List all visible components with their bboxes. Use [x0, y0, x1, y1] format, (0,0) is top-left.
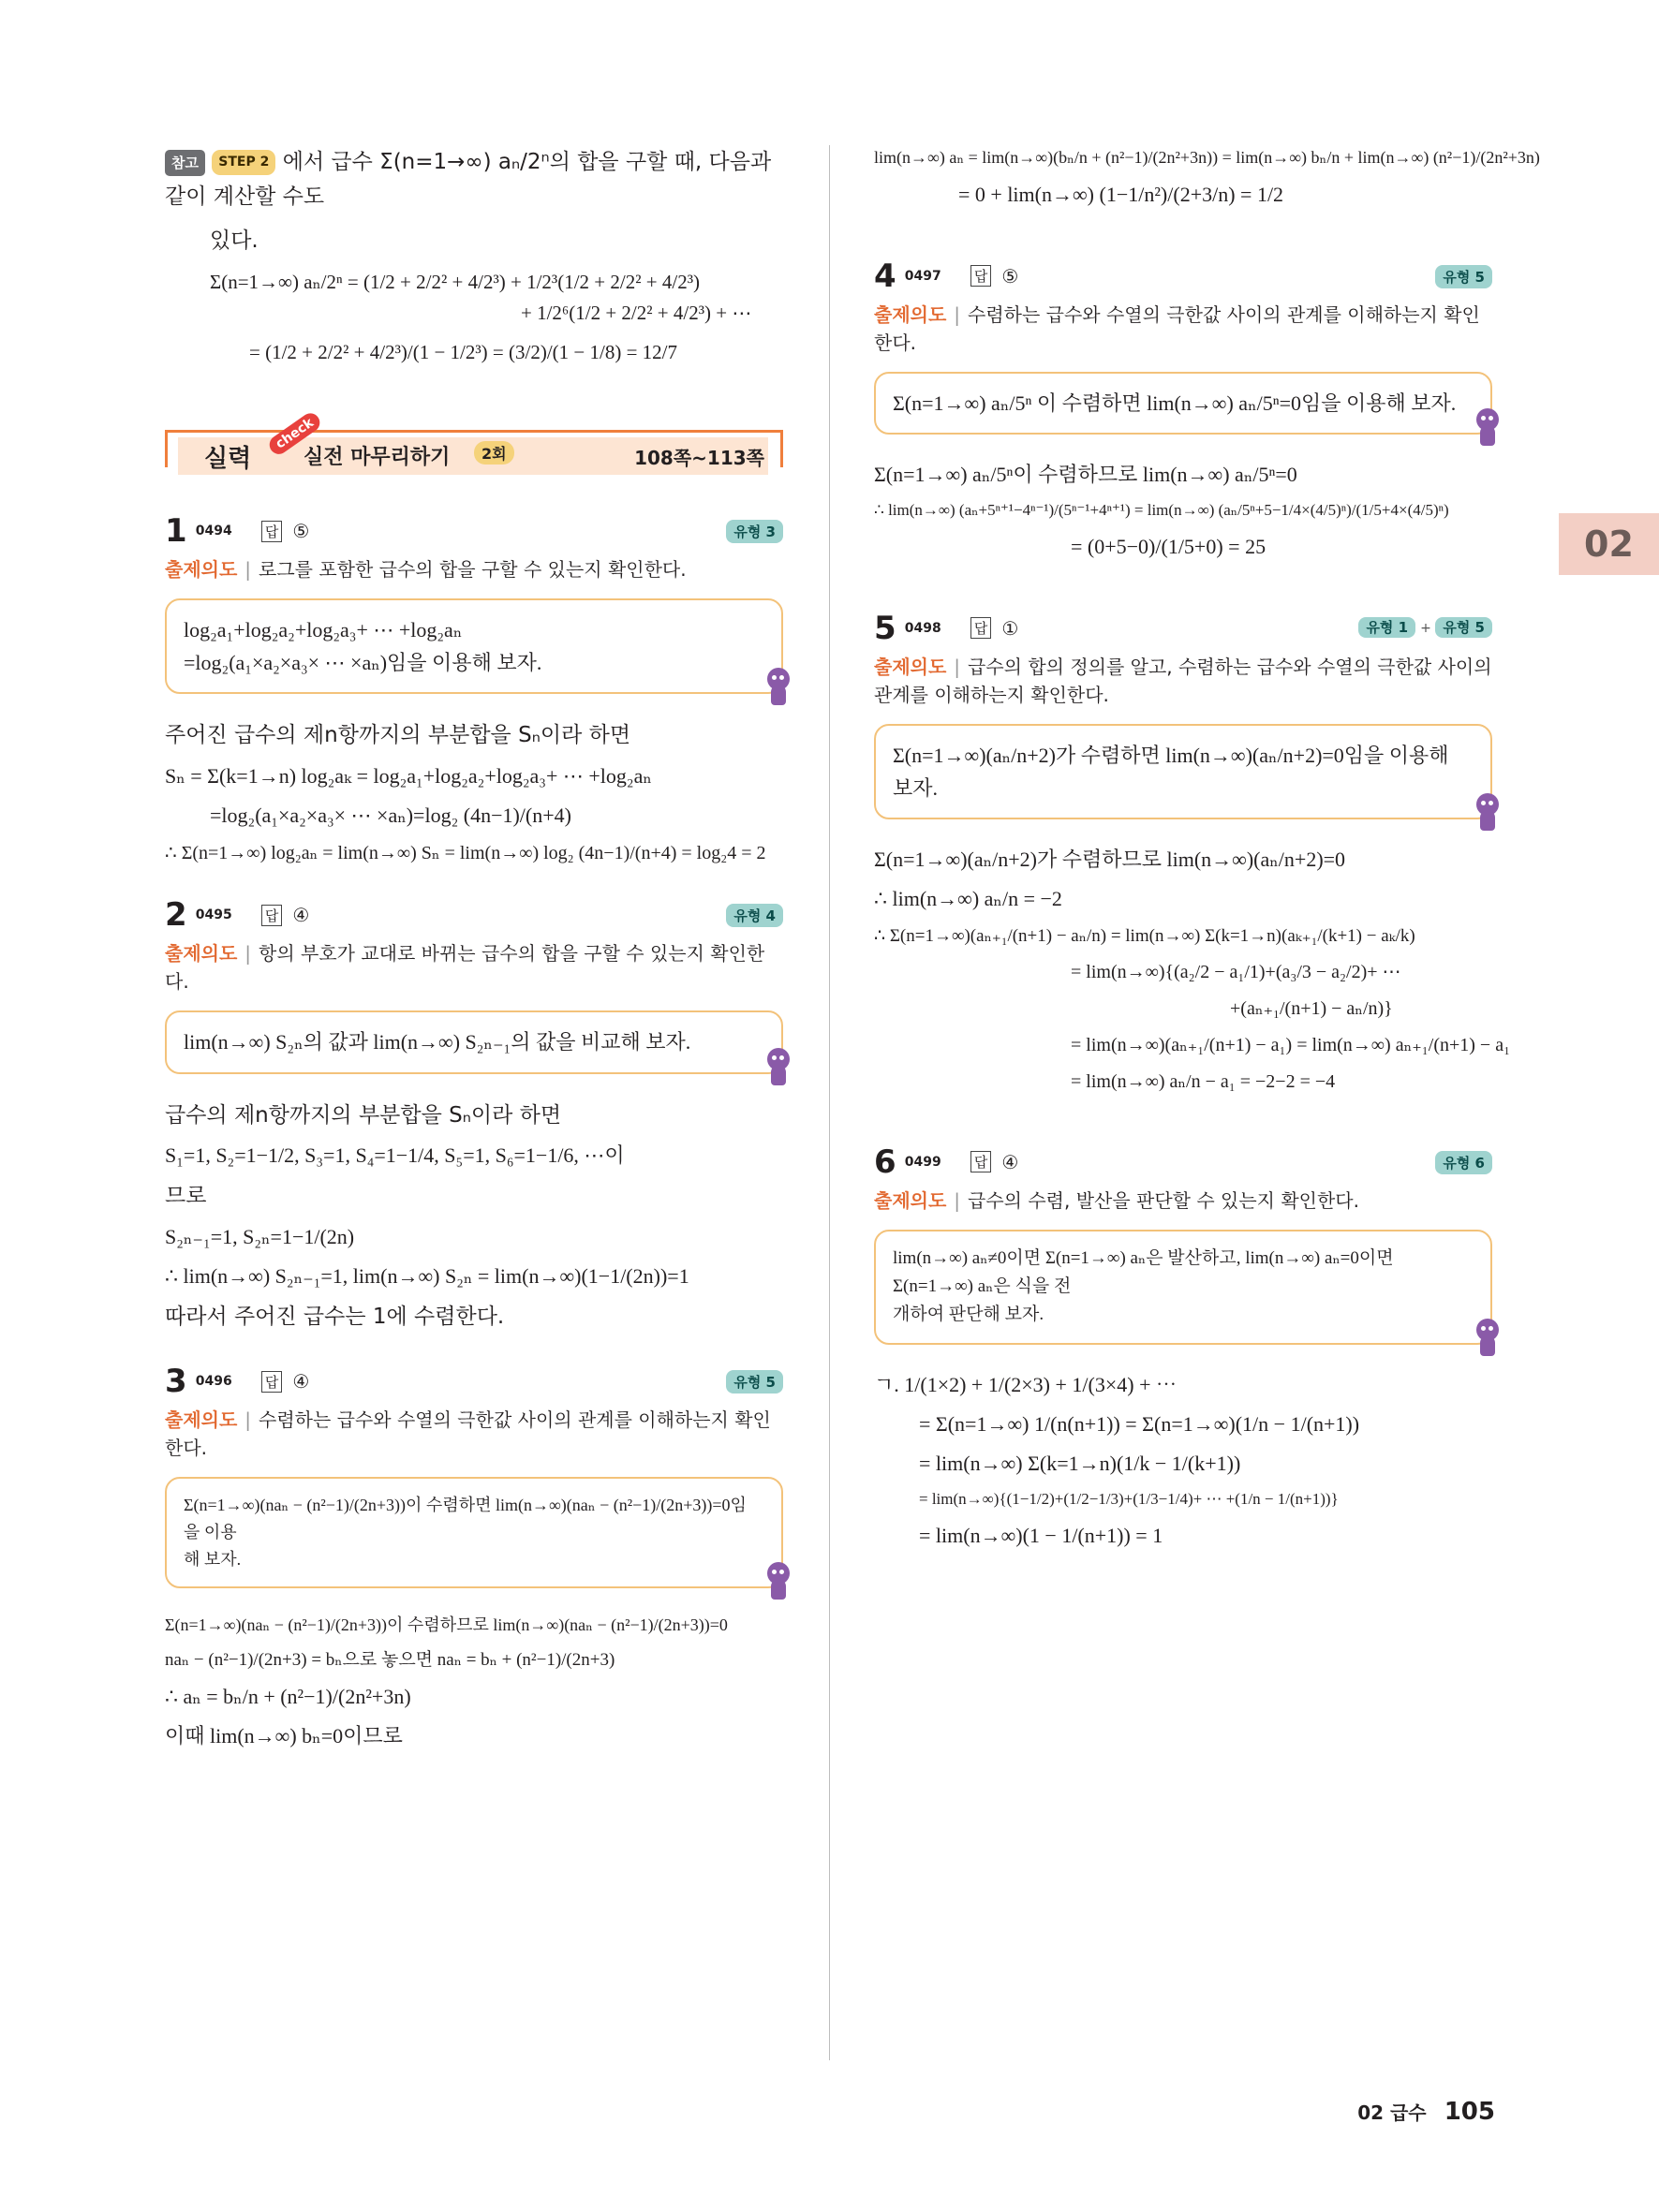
hint-line: Σ(n=1→∞)(aₙ/n+2)가 수렴하면 lim(n→∞)(aₙ/n+2)=0임을 이용해 보자.: [893, 743, 1449, 800]
answer-label: 답: [970, 617, 992, 639]
type-badge: 유형 3: [726, 520, 783, 543]
answer-value: ④: [292, 1370, 310, 1394]
hint-line: =log₂(a₁×a₂×a₃× ⋯ ×aₙ)임을 이용해 보자.: [184, 651, 542, 675]
step-tag: STEP 2: [212, 150, 275, 174]
intent-line: 출제의도 | 항의 부호가 교대로 바뀌는 급수의 합을 구할 수 있는지 확인한다.: [165, 942, 765, 994]
answer-label: 답: [970, 1151, 992, 1172]
solution-line: ㄱ. 1/(1×2) + 1/(2×3) + 1/(3×4) + ⋯: [874, 1372, 1177, 1396]
answer-value: ④: [1001, 1150, 1019, 1173]
solution-line: ∴ lim(n→∞) S₂ₙ₋₁=1, lim(n→∞) S₂ₙ = lim(n→∞)(1−1/(2n))=1: [165, 1264, 689, 1289]
note-block: [165, 145, 783, 214]
problem-1: [165, 512, 783, 868]
solution-line: S₂ₙ₋₁=1, S₂ₙ=1−1/(2n): [165, 1225, 355, 1249]
solution-line: naₙ − (n²−1)/(2n+3) = bₙ으로 놓으면 naₙ = bₙ + (n²−1)/(2n+3): [165, 1649, 615, 1670]
solution-line: Sₙ = Σ(k=1→n) log₂aₖ = log₂a₁+log₂a₂+log₂a₃+ ⋯ +log₂aₙ: [165, 764, 652, 789]
solution-line: ∴ Σ(n=1→∞) log₂aₙ = lim(n→∞) Sₙ = lim(n→∞) log₂ (4n−1)/(n+4) = log₂4 = 2: [165, 843, 766, 864]
chapter-label: 02 급수: [1357, 2101, 1427, 2124]
hint-line: log₂a₁+log₂a₂+log₂a₃+ ⋯ +log₂aₙ: [184, 618, 463, 642]
page-number: 105: [1444, 2098, 1495, 2126]
solution-line: 급수의 제n항까지의 부분합을 Sₙ이라 하면: [165, 1102, 562, 1128]
hint-line: lim(n→∞) S₂ₙ의 값과 lim(n→∞) S₂ₙ₋₁의 값을 비교해 보자.: [184, 1030, 691, 1054]
check-badge: check: [266, 409, 324, 458]
solution-line: = (0+5−0)/(1/5+0) = 25: [1071, 534, 1266, 558]
hint-box: [874, 724, 1492, 819]
solution-line: Σ(n=1→∞) aₙ/5ⁿ이 수렴하므로 lim(n→∞) aₙ/5ⁿ=0: [874, 463, 1297, 487]
note-equation-2: + 1/2⁶(1/2 + 2/2² + 4/2³) + ⋯: [521, 301, 752, 324]
banner-title: 실력: [204, 445, 252, 474]
note-line-1: 에서 급수 Σ(n=1→∞) aₙ/2ⁿ의 합을 구할 때, 다음과 같이 계산할 수도: [165, 150, 772, 209]
solution-line: = Σ(n=1→∞) 1/(n(n+1)) = Σ(n=1→∞)(1/n − 1/(n+1)): [919, 1411, 1360, 1436]
problem-number: 2: [165, 896, 187, 935]
hint-line: Σ(n=1→∞) aₙ/5ⁿ 이 수렴하면 lim(n→∞) aₙ/5ⁿ=0임을 이용해 보자.: [893, 391, 1457, 415]
answer-value: ④: [292, 904, 310, 927]
problem-number: 3: [165, 1363, 187, 1401]
problem-number: 5: [874, 609, 896, 647]
answer-value: ⑤: [292, 520, 310, 543]
hint-box: [874, 1230, 1492, 1345]
hint-line: 개하여 판단해 보자.: [893, 1305, 1044, 1325]
problem-number: 4: [874, 257, 896, 295]
section-banner: [165, 415, 783, 484]
problem-5: 5 0498 답 ① 유형 1 + 유형 5 출제의도 | 급수의 합의 정의를 알고, 수렴하는 급수와 수열의 극한값 사이의 관계를 이해하는지 확인한다. Σ(n=1→∞)(aₙ/n+2)가 수렴하면 lim(n→∞)(aₙ/n+2)=0임을 이용해 보자. Σ(n=1→∞)(aₙ/n+2)가 수렴하므로 lim(n→∞)(aₙ/n+2)=0 ∴ lim(n→∞) aₙ/n = −2 ∴ Σ(n=1→∞)(aₙ₊₁/(n+1) − aₙ/n) = lim(n→∞) Σ(k=1→n)(aₖ₊₁/(k+1) − aₖ/k) = lim(n→∞){(a₂/2 − a₁/1)+(a₃/3 − a₂/2)+ ⋯ +(aₙ₊₁/(n+1) − aₙ/n)} = lim(n→∞)(aₙ₊₁/(n+1) − a₁) = lim(n→∞) aₙ₊₁/(n+1) − a₁ = lim(n→∞) aₙ/n − a₁ = −2−2 = −4: [874, 610, 1492, 1097]
answer-label: 답: [261, 1371, 283, 1393]
mascot-icon: [1472, 1319, 1503, 1360]
type-badge: 유형 6: [1435, 1151, 1492, 1174]
mascot-icon: [763, 668, 794, 709]
answer-value: ⑤: [1001, 264, 1019, 288]
intent-line: 출제의도 | 수렴하는 급수와 수열의 극한값 사이의 관계를 이해하는지 확인한다.: [874, 302, 1480, 354]
problem-code: 0495: [195, 907, 232, 923]
solution-line: = 0 + lim(n→∞) (1−1/n²)/(2+3/n) = 1/2: [958, 182, 1284, 206]
note-tag: 참고: [165, 150, 205, 176]
answer-label: 답: [261, 905, 283, 926]
solution-line: ∴ lim(n→∞) (aₙ+5ⁿ⁺¹−4ⁿ⁻¹)/(5ⁿ⁻¹+4ⁿ⁺¹) = lim(n→∞) (aₙ/5ⁿ+5−1/4×(4/5)ⁿ)/(1/5+4×(4/5)ⁿ): [874, 501, 1449, 520]
solution-line: Σ(n=1→∞)(naₙ − (n²−1)/(2n+3))이 수렴하므로 lim(n→∞)(naₙ − (n²−1)/(2n+3))=0: [165, 1615, 728, 1634]
solution-line: = lim(n→∞){(a₂/2 − a₁/1)+(a₃/3 − a₂/2)+ ⋯: [1071, 961, 1401, 982]
type-badge: 유형 1: [1358, 617, 1415, 638]
problem-code: 0498: [904, 620, 941, 636]
solution-line: = lim(n→∞)(aₙ₊₁/(n+1) − a₁) = lim(n→∞) aₙ₊₁/(n+1) − a₁: [1071, 1034, 1511, 1055]
page-footer: [1357, 2098, 1495, 2126]
type-badge: 유형 5: [1435, 265, 1492, 288]
solution-line: ∴ lim(n→∞) aₙ/n = −2: [874, 887, 1062, 911]
right-column: [874, 145, 1540, 1559]
problem-code: 0494: [195, 524, 232, 539]
problem-code: 0497: [904, 268, 941, 284]
type-badge: 유형 4: [726, 904, 783, 927]
problem-code: 0496: [195, 1374, 232, 1390]
solution-line: +(aₙ₊₁/(n+1) − aₙ/n)}: [1230, 997, 1393, 1019]
left-column: [165, 145, 783, 1760]
solution-line: 따라서 주어진 급수는 1에 수렴한다.: [165, 1305, 505, 1330]
solution-line: S₁=1, S₂=1−1/2, S₃=1, S₄=1−1/4, S₅=1, S₆=1−1/6, ⋯이: [165, 1143, 625, 1168]
intent-line: 출제의도 | 로그를 포함한 급수의 합을 구할 수 있는지 확인한다.: [165, 558, 687, 582]
problem-4: [874, 258, 1492, 563]
banner-subtitle: 실전 마무리하기: [304, 446, 451, 470]
answer-value: ①: [1001, 616, 1019, 640]
chapter-side-tab: 02: [1559, 513, 1659, 575]
answer-label: 답: [261, 521, 283, 542]
mascot-icon: [1472, 408, 1503, 450]
solution-line: = lim(n→∞) Σ(k=1→n)(1/k − 1/(k+1)): [919, 1452, 1241, 1476]
problem-number: 1: [165, 512, 187, 551]
solution-line: ∴ aₙ = bₙ/n + (n²−1)/(2n²+3n): [165, 1684, 411, 1708]
problem-2: [165, 896, 783, 1335]
intent-line: 출제의도 | 수렴하는 급수와 수열의 극한값 사이의 관계를 이해하는지 확인한다.: [165, 1408, 771, 1460]
solution-line: lim(n→∞) aₙ = lim(n→∞)(bₙ/n + (n²−1)/(2n²+3n)) = lim(n→∞) bₙ/n + lim(n→∞) (n²−1)/(2n²+3n): [874, 148, 1540, 167]
mascot-icon: [1472, 793, 1503, 834]
page-range: 108쪽~113쪽: [634, 447, 764, 470]
intent-line: 출제의도 | 급수의 수렴, 발산을 판단할 수 있는지 확인한다.: [874, 1188, 1359, 1212]
solution-line: = lim(n→∞){(1−1/2)+(1/2−1/3)+(1/3−1/4)+ ⋯ +(1/n − 1/(n+1))}: [919, 1490, 1339, 1509]
answer-label: 답: [970, 265, 992, 287]
type-badge: 유형 5: [1435, 617, 1492, 638]
note-line-2: 있다.: [210, 228, 259, 253]
hint-box: [874, 372, 1492, 435]
solution-line: ∴ Σ(n=1→∞)(aₙ₊₁/(n+1) − aₙ/n) = lim(n→∞) Σ(k=1→n)(aₖ₊₁/(k+1) − aₖ/k): [874, 926, 1415, 947]
solution-line: 주어진 급수의 제n항까지의 부분합을 Sₙ이라 하면: [165, 723, 631, 748]
problem-number: 6: [874, 1143, 896, 1181]
column-divider: [829, 145, 830, 2060]
hint-box: [165, 1477, 783, 1587]
problem-3: [165, 1363, 783, 1752]
mascot-icon: [763, 1048, 794, 1089]
solution-line: =log₂(a₁×a₂×a₃× ⋯ ×aₙ)=log₂ (4n−1)/(n+4): [210, 804, 571, 828]
problem-code: 0499: [904, 1154, 941, 1170]
mascot-icon: [763, 1562, 794, 1603]
intent-line: 출제의도 | 급수의 합의 정의를 알고, 수렴하는 급수와 수열의 극한값 사이의 관계를 이해하는지 확인한다.: [874, 655, 1492, 706]
hint-line: lim(n→∞) aₙ≠0이면 Σ(n=1→∞) aₙ은 발산하고, lim(n→∞) aₙ=0이면 Σ(n=1→∞) aₙ은 식을 전: [893, 1247, 1394, 1297]
hint-box: [165, 598, 783, 694]
note-equation-3: = (1/2 + 2/2² + 4/2³)/(1 − 1/2³) = (3/2)/(1 − 1/8) = 12/7: [249, 341, 677, 364]
solution-line: 므로: [165, 1184, 207, 1209]
solution-line: = lim(n→∞)(1 − 1/(n+1)) = 1: [919, 1523, 1163, 1547]
hint-line: Σ(n=1→∞)(naₙ − (n²−1)/(2n+3))이 수렴하면 lim(n→∞)(naₙ − (n²−1)/(2n+3))=0임을 이용: [184, 1496, 747, 1542]
hint-line: 해 보자.: [184, 1549, 242, 1569]
solution-line: = lim(n→∞) aₙ/n − a₁ = −2−2 = −4: [1071, 1070, 1336, 1092]
problem-6: [874, 1143, 1492, 1552]
solution-line: Σ(n=1→∞)(aₙ/n+2)가 수렴하므로 lim(n→∞)(aₙ/n+2)=0: [874, 848, 1346, 872]
round-badge: 2회: [474, 441, 514, 465]
hint-box: [165, 1010, 783, 1073]
solution-line: 이때 lim(n→∞) bₙ=0이므로: [165, 1724, 403, 1748]
note-equation-1: Σ(n=1→∞) aₙ/2ⁿ = (1/2 + 2/2² + 4/2³) + 1/2³(1/2 + 2/2² + 4/2³): [210, 271, 700, 294]
type-badge: 유형 5: [726, 1370, 783, 1394]
